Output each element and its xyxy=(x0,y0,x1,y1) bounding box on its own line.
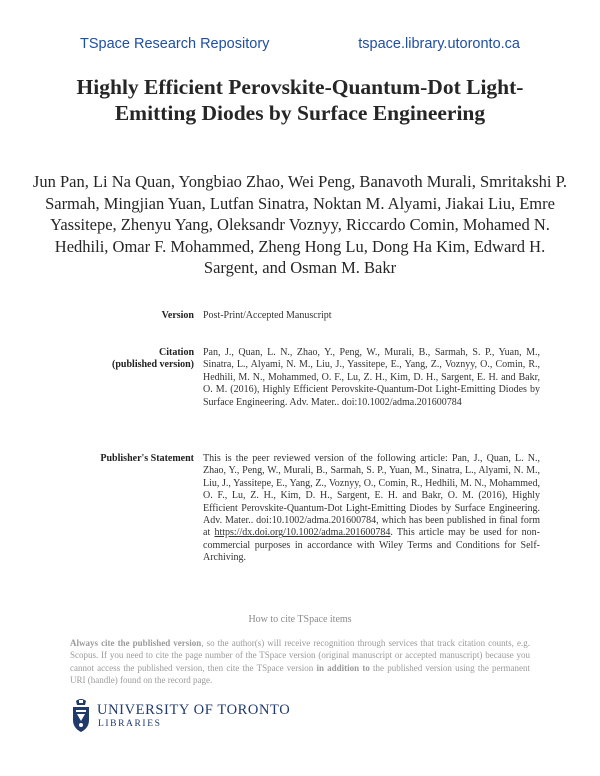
publisher-statement-label: Publisher's Statement xyxy=(100,453,194,464)
article-title: Highly Efficient Perovskite-Quantum-Dot Light-Emitting Diodes by Surface Engineering xyxy=(76,75,524,125)
publisher-statement-value xyxy=(203,453,540,565)
repository-header xyxy=(80,36,520,56)
university-crest-icon xyxy=(70,698,92,736)
repository-name-link[interactable]: TSpace Research Repository xyxy=(80,36,270,52)
statement-text-before-link: This is the peer reviewed version of the following article: Pan, J., Quan, L. N., Zhao, Y., Peng, W., Murali, B., Sarmah, S. P., Yuan, M., Sinatra, L., Alyami, N. M., Liu, J., Yassitepe, E., Yang, Z., Voznyy, O., Comin, R., Hedhili, M. N., Mohammed, O. F., Lu, Z. H., Kim, D. H., Sargent, E. H. and Bakr, O. M. (2016), Highly Efficient Perovskite-Quantum-Dot Light-Emitting Diodes by Surface Engineering. Adv. Mater.. doi:10.1002/adma.201600784, which has been published in final form at xyxy=(203,453,540,539)
citation-value: Pan, J., Quan, L. N., Zhao, Y., Peng, W., Murali, B., Sarmah, S. P., Yuan, M., Sinatra, L., Alyami, N. M., Liu, J., Yassitepe, E., Yang, Z., Voznyy, O., Comin, R., Hedhili, M. N., Mohammed, O. F., Lu, Z. H., Kim, D. H., Sargent, E. H. and Bakr, O. M. (2016), Highly Efficient Perovskite-Quantum-Dot Light-Emitting Diodes by Surface Engineering. Adv. Mater.. doi:10.1002/adma.201600784 xyxy=(203,347,540,408)
notice-text-2: the published version using the permanent URI (handle) found on the record page. xyxy=(70,662,530,686)
citation-label-line2: (published version) xyxy=(112,359,194,371)
notice-bold-published-version: Always cite the published version xyxy=(70,638,202,648)
doi-link[interactable]: https://dx.doi.org/10.1002/adma.201600784 xyxy=(214,527,391,539)
version-label: Version xyxy=(161,310,194,321)
university-libraries-logo[interactable] xyxy=(70,698,320,738)
version-value: Post-Print/Accepted Manuscript xyxy=(203,310,332,321)
how-to-cite-heading: How to cite TSpace items xyxy=(248,614,352,625)
repository-url-link[interactable]: tspace.library.utoronto.ca xyxy=(358,36,520,52)
notice-text-1: , so the author(s) will receive recognition through services that track citation counts, e.g. Scopus. If you need to cite the page number of the TSpace version (original manuscript or accepted manuscript) because you cannot access the published version, then cite the TSpace version xyxy=(70,638,530,673)
how-to-cite-notice xyxy=(70,637,530,687)
citation-label xyxy=(60,347,194,372)
statement-text-after-link: . This article may be used for non-commercial purposes in accordance with Wiley Terms and Conditions for Self-Archiving. xyxy=(203,527,541,564)
libraries-name: LIBRARIES xyxy=(98,719,162,729)
university-name: UNIVERSITY OF TORONTO xyxy=(97,702,291,718)
notice-bold-in-addition: in addition to xyxy=(316,662,370,673)
citation-label-line1: Citation xyxy=(159,347,194,358)
author-list: Jun Pan, Li Na Quan, Yongbiao Zhao, Wei Peng, Banavoth Murali, Smritakshi P. Sarmah, Mingjian Yuan, Lutfan Sinatra, Noktan M. Alyami, Jiakai Liu, Emre Yassitepe, Zhenyu Yang, Oleksandr Voznyy, Riccardo Comin, Mohamed N. Hedhili, Omar F. Mohammed, Zheng Hong Lu, Dong Ha Kim, Edward H. Sargent, and Osman M. Bakr xyxy=(32,172,568,277)
